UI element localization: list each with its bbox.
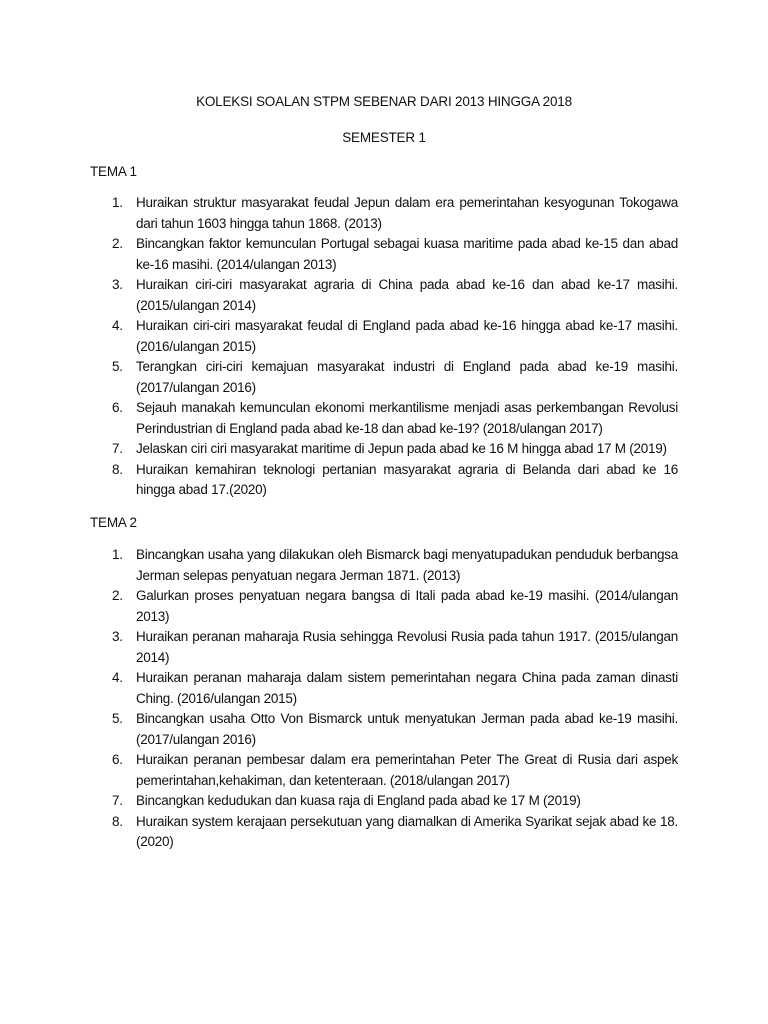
question-number: 1. bbox=[112, 195, 123, 210]
question-text: Huraikan ciri-ciri masyarakat agraria di China pada abad ke-16 dan abad ke-17 masihi. (2015/ulangan 2014) bbox=[136, 277, 678, 313]
question-number: 2. bbox=[112, 236, 123, 251]
semester-title: SEMESTER 1 bbox=[342, 130, 426, 145]
question-item bbox=[90, 398, 678, 439]
question-item bbox=[90, 627, 678, 668]
question-text: Huraikan struktur masyarakat feudal Jepun dalam era pemerintahan kesyogunan Tokogawa dari tahun 1603 hingga tahun 1868. (2013) bbox=[136, 195, 678, 231]
question-item bbox=[90, 193, 678, 234]
question-number: 6. bbox=[112, 400, 123, 415]
tema2-heading: TEMA 2 bbox=[90, 515, 137, 530]
question-number: 7. bbox=[112, 793, 123, 808]
question-text: Bincangkan faktor kemunculan Portugal sebagai kuasa maritime pada abad ke-15 dan abad ke-16 masihi. (2014/ulangan 2013) bbox=[136, 236, 678, 272]
question-item bbox=[90, 316, 678, 357]
question-text: Huraikan peranan maharaja dalam sistem pemerintahan negara China pada zaman dinasti Ching. (2016/ulangan 2015) bbox=[136, 670, 678, 706]
question-item bbox=[90, 460, 678, 501]
question-text: Huraikan peranan pembesar dalam era pemerintahan Peter The Great di Rusia dari aspek pemerintahan,kehakiman, dan ketenteraan. (2018/ulangan 2017) bbox=[136, 752, 678, 788]
question-item bbox=[90, 668, 678, 709]
tema1-question-list bbox=[90, 193, 678, 501]
question-text: Bincangkan kedudukan dan kuasa raja di England pada abad ke 17 M (2019) bbox=[136, 793, 581, 808]
question-number: 4. bbox=[112, 670, 123, 685]
question-text: Bincangkan usaha yang dilakukan oleh Bismarck bagi menyatupadukan penduduk berbangsa Jerman selepas penyatuan negara Jerman 1871. (2013) bbox=[136, 547, 678, 583]
question-text: Bincangkan usaha Otto Von Bismarck untuk menyatukan Jerman pada abad ke-19 masihi. (2017/ulangan 2016) bbox=[136, 711, 678, 747]
question-number: 7. bbox=[112, 441, 123, 456]
question-text: Galurkan proses penyatuan negara bangsa di Itali pada abad ke-19 masihi. (2014/ulangan 2013) bbox=[136, 588, 678, 624]
question-item bbox=[90, 750, 678, 791]
question-item bbox=[90, 357, 678, 398]
question-number: 4. bbox=[112, 318, 123, 333]
question-number: 8. bbox=[112, 461, 123, 477]
question-item bbox=[90, 709, 678, 750]
tema1-heading: TEMA 1 bbox=[90, 164, 137, 179]
question-number: 1. bbox=[112, 547, 123, 562]
question-number: 8. bbox=[112, 813, 123, 829]
question-number: 2. bbox=[112, 588, 123, 603]
document-title: KOLEKSI SOALAN STPM SEBENAR DARI 2013 HINGGA 2018 bbox=[196, 94, 572, 109]
question-item bbox=[90, 791, 678, 812]
question-text: Sejauh manakah kemunculan ekonomi merkantilisme menjadi asas perkembangan Revolusi Perindustrian di England pada abad ke-18 dan abad ke-19? (2018/ulangan 2017) bbox=[136, 400, 678, 436]
question-number: 5. bbox=[112, 359, 123, 374]
question-item bbox=[90, 545, 678, 586]
question-item bbox=[90, 275, 678, 316]
question-number: 5. bbox=[112, 711, 123, 726]
question-item bbox=[90, 439, 678, 460]
tema2-question-list bbox=[90, 545, 678, 853]
question-item bbox=[90, 812, 678, 853]
question-text: Huraikan system kerajaan persekutuan yang diamalkan di Amerika Syarikat sejak abad ke 18. (2020) bbox=[136, 813, 678, 849]
question-number: 6. bbox=[112, 752, 123, 767]
question-number: 3. bbox=[112, 629, 123, 644]
question-item bbox=[90, 586, 678, 627]
question-item bbox=[90, 234, 678, 275]
question-number: 3. bbox=[112, 277, 123, 292]
question-text: Jelaskan ciri ciri masyarakat maritime di Jepun pada abad ke 16 M hingga abad 17 M (2019) bbox=[136, 441, 667, 456]
question-text: Terangkan ciri-ciri kemajuan masyarakat industri di England pada abad ke-19 masihi. (2017/ulangan 2016) bbox=[136, 359, 678, 395]
question-text: Huraikan ciri-ciri masyarakat feudal di England pada abad ke-16 hingga abad ke-17 masihi. (2016/ulangan 2015) bbox=[136, 318, 678, 354]
question-text: Huraikan peranan maharaja Rusia sehingga Revolusi Rusia pada tahun 1917. (2015/ulangan 2014) bbox=[136, 629, 678, 665]
question-text: Huraikan kemahiran teknologi pertanian masyarakat agraria di Belanda dari abad ke 16 hingga abad 17.(2020) bbox=[136, 461, 678, 497]
